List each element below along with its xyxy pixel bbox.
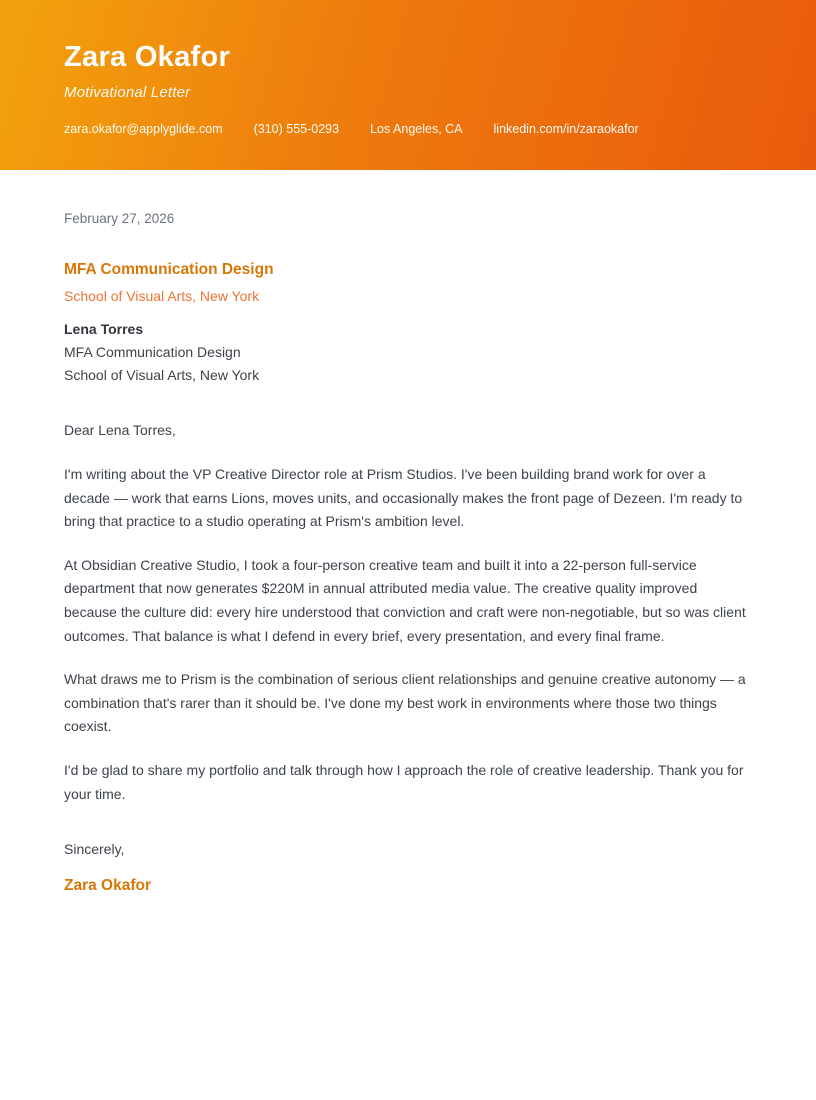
recipient-contact-name: Lena Torres bbox=[64, 320, 144, 337]
contact-phone: (310) 555-0293 bbox=[253, 121, 340, 136]
body-paragraph: At Obsidian Creative Studio, I took a four-person creative team and built it into a 22-person full-service department that now generates $220M in annual attributed media value. The creative quality improved because the culture did: every hire understood that conviction and craft were non-negotiable, but so was client outcomes. That balance is what I defend in every brief, every presentation, and every final frame. bbox=[64, 556, 746, 644]
recipient-school: School of Visual Arts, New York bbox=[64, 287, 260, 304]
recipient-program: MFA Communication Design bbox=[64, 261, 274, 278]
letter-header bbox=[0, 0, 816, 170]
contact-linkedin: linkedin.com/in/zaraokafor bbox=[493, 121, 639, 136]
recipient-contact-line: MFA Communication Design bbox=[64, 343, 241, 360]
recipient-contact bbox=[64, 318, 752, 388]
body-paragraph: I'm writing about the VP Creative Director role at Prism Studios. I've been building brand work for over a decade — work that earns Lions, moves units, and occasionally makes the front page of Dezeen. I'm ready to bring that practice to a studio operating at Prism's ambition level. bbox=[64, 466, 743, 530]
salutation: Dear Lena Torres, bbox=[64, 422, 176, 439]
applicant-name: Zara Okafor bbox=[64, 41, 231, 73]
body-paragraph: What draws me to Prism is the combination of serious client relationships and genuine creative autonomy — a combination that's rarer than it should be. I've done my best work in environments where those two things coexist. bbox=[64, 671, 746, 735]
closing: Sincerely, bbox=[64, 841, 125, 858]
contact-email: zara.okafor@applyglide.com bbox=[64, 121, 223, 136]
recipient-contact-line: School of Visual Arts, New York bbox=[64, 367, 260, 384]
body-paragraph: I'd be glad to share my portfolio and talk through how I approach the role of creative leadership. Thank you for your time. bbox=[64, 762, 744, 802]
date-line: February 27, 2026 bbox=[64, 211, 175, 226]
contact-location: Los Angeles, CA bbox=[370, 121, 463, 136]
signature-name: Zara Okafor bbox=[64, 876, 152, 894]
letter-body bbox=[0, 170, 816, 895]
document-type-subtitle: Motivational Letter bbox=[64, 83, 191, 101]
recipient-block bbox=[64, 261, 752, 387]
contact-bar bbox=[64, 122, 752, 136]
